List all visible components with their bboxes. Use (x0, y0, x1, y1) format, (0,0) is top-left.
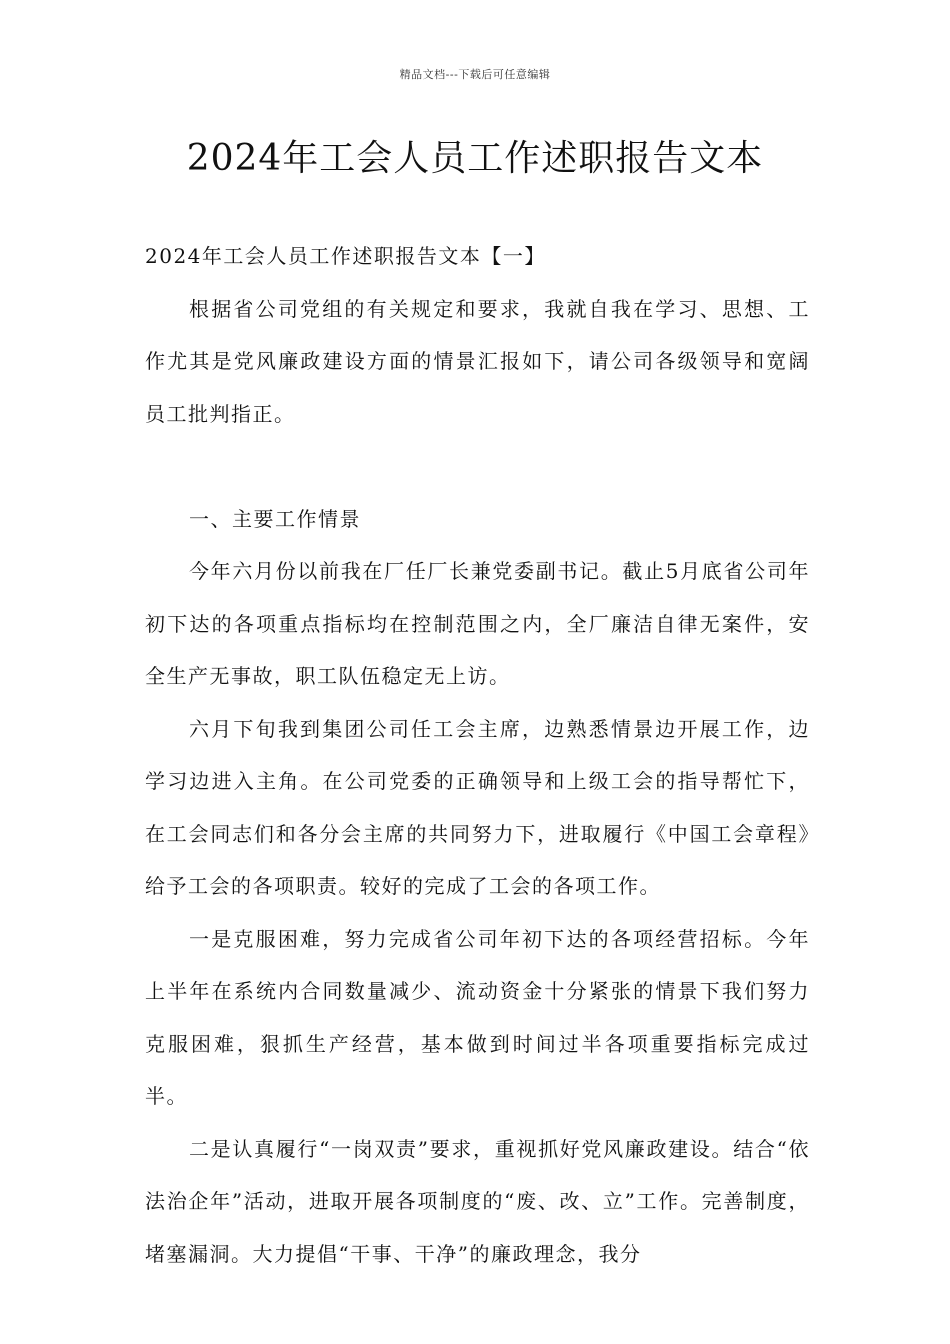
paragraph-point-one: 一是克服困难，努力完成省公司年初下达的各项经营招标。今年上半年在系统内合同数量减少、流动资金十分紧张的情景下我们努力克服困难，狠抓生产经营，基本做到时间过半各项重要指标完成过半。 (145, 926, 810, 1108)
document-title: 2024年工会人员工作述职报告文本 (186, 138, 764, 179)
section-heading: 2024年工会人员工作述职报告文本【一】 (145, 244, 546, 268)
header-note: 精品文档---下载后可任意编辑 (399, 68, 551, 81)
section-heading-work: 一、主要工作情景 (189, 506, 361, 531)
paragraph-union-chair: 六月下旬我到集团公司任工会主席，边熟悉情景边开展工作，边学习边进入主角。在公司党委的正确领导和上级工会的指导帮忙下，在工会同志们和各分会主席的共同努力下，进取履行《中国工会章程》给予工会的各项职责。较好的完成了工会的各项工作。 (145, 716, 810, 898)
paragraph-factory: 今年六月份以前我在厂任厂长兼党委副书记。截止5月底省公司年初下达的各项重点指标均在控制范围之内，全厂廉洁自律无案件，安全生产无事故，职工队伍稳定无上访。 (145, 559, 810, 688)
paragraph-point-two: 二是认真履行“一岗双责”要求，重视抓好党风廉政建设。结合“依法治企年”活动，进取开展各项制度的“废、改、立”工作。完善制度，堵塞漏洞。大力提倡“干事、干净”的廉政理念，我分 (145, 1136, 810, 1266)
document-body (145, 230, 810, 1280)
blank-line (145, 440, 810, 493)
paragraph-intro: 根据省公司党组的有关规定和要求，我就自我在学习、思想、工作尤其是党风廉政建设方面的情景汇报如下，请公司各级领导和宽阔员工批判指正。 (145, 296, 810, 426)
